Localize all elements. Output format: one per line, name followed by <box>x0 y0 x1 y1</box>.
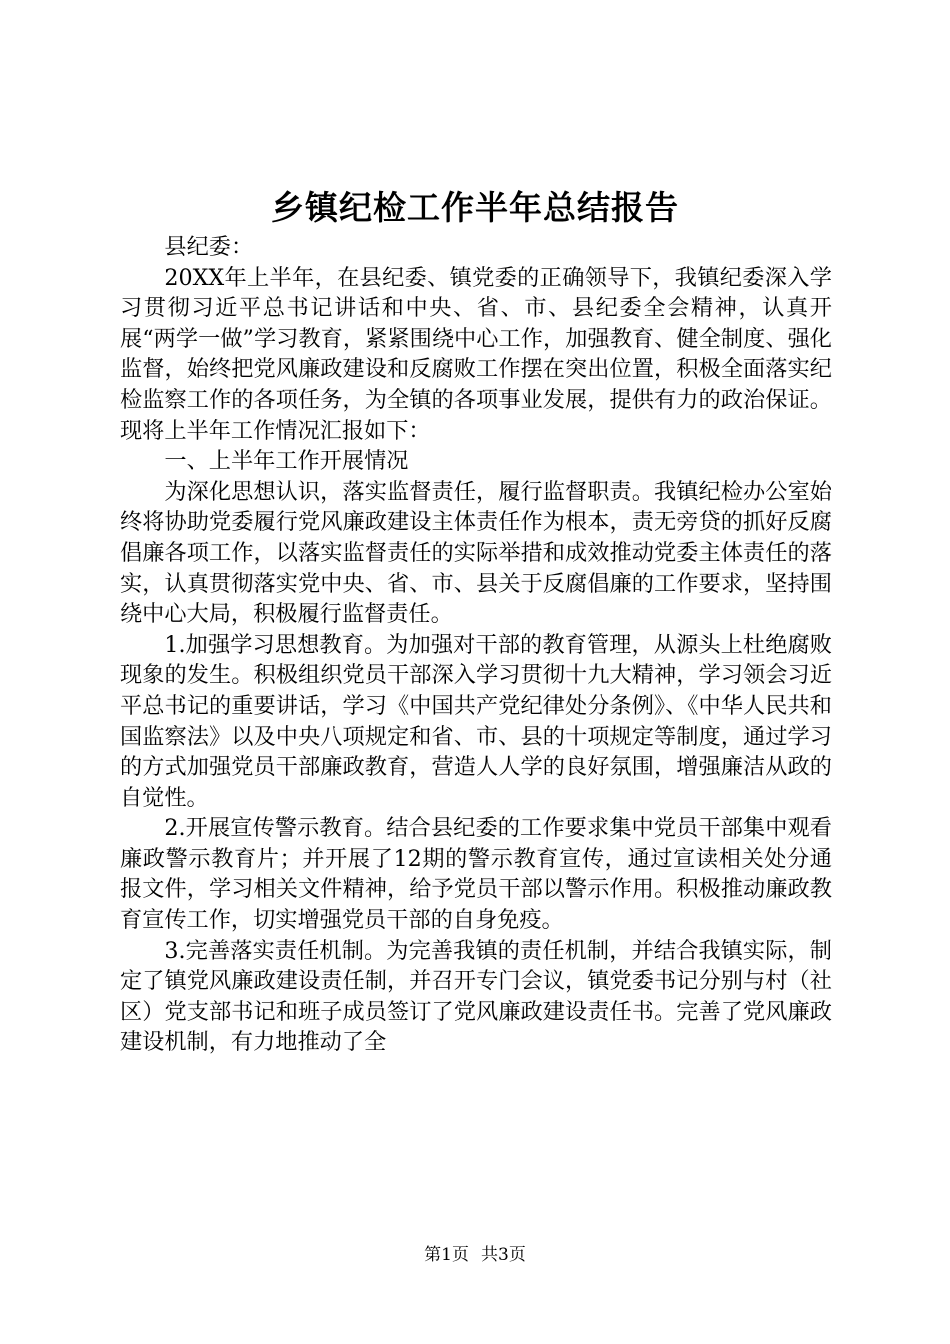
salutation: 县纪委： <box>164 234 254 260</box>
list-item-2: 2.开展宣传警示教育。结合县纪委的工作要求集中党员干部集中观看廉政警示教育片；并开展了12期的警示教育宣传，通过宣读相关处分通报文件，学习相关文件精神，给予党员干部以警示作用。积极推动廉政教育宣传工作，切实增强党员干部的自身免疫。 <box>120 815 832 934</box>
list-item-1: 1.加强学习思想教育。为加强对干部的教育管理，从源头上杜绝腐败现象的发生。积极组织党员干部深入学习贯彻十九大精神，学习领会习近平总书记的重要讲话，学习《中国共产党纪律处分条例》、《中华人民共和国监察法》以及中央八项规定和省、市、县的十项规定等制度，通过学习的方式加强党员干部廉政教育，营造人人学的良好氛围，增强廉洁从政的自觉性。 <box>120 631 832 811</box>
list-item-3: 3.完善落实责任机制。为完善我镇的责任机制，并结合我镇实际，制定了镇党风廉政建设责任制，并召开专门会议，镇党委书记分别与村（社区）党支部书记和班子成员签订了党风廉政建设责任书。完善了党风廉政建设机制，有力地推动了全 <box>120 937 832 1056</box>
body-paragraph: 为深化思想认识，落实监督责任，履行监督职责。我镇纪检办公室始终将协助党委履行党风廉政建设主体责任作为根本，责无旁贷的抓好反腐倡廉各项工作，以落实监督责任的实际举措和成效推动党委主体责任的落实，认真贯彻落实党中央、省、市、县关于反腐倡廉的工作要求，坚持围绕中心大局，积极履行监督责任。 <box>120 478 832 628</box>
document-title: 乡镇纪检工作半年总结报告 <box>271 188 679 227</box>
section-heading: 一、上半年工作开展情况 <box>164 448 409 475</box>
intro-paragraph: 20XX年上半年，在县纪委、镇党委的正确领导下，我镇纪委深入学习贯彻习近平总书记讲话和中央、省、市、县纪委全会精神，认真开展“两学一做”学习教育，紧紧围绕中心工作，加强教育、健全制度、强化监督，始终把党风廉政建设和反腐败工作摆在突出位置，积极全面落实纪检监察工作的各项任务，为全镇的各项事业发展，提供有力的政治保证。现将上半年工作情况汇报如下： <box>120 264 832 444</box>
page-number: 第1页 <box>424 1245 469 1265</box>
page-footer <box>0 1243 950 1267</box>
page-total: 共3页 <box>481 1245 526 1265</box>
document-body <box>120 232 832 1058</box>
